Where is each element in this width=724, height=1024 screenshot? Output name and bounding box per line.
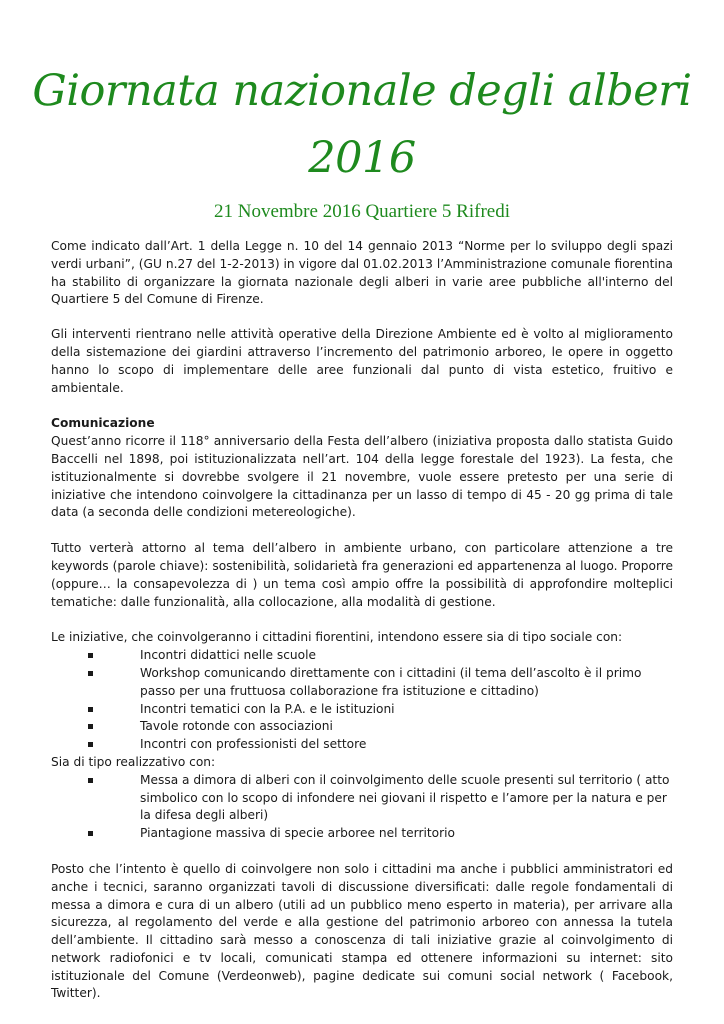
document-body bbox=[51, 238, 673, 1003]
square-bullet-icon bbox=[88, 653, 93, 658]
document-title-line-2: 2016 bbox=[308, 133, 416, 183]
sociale-list bbox=[51, 647, 673, 754]
list-item-text: Messa a dimora di alberi con il coinvolgimento delle scuole presenti sul territorio ( atto simbolico con lo scopo di infondere nei giovani il rispetto e l’amore per la natura e per la difesa degli alberi) bbox=[140, 772, 670, 823]
list-item bbox=[88, 701, 673, 719]
list-item bbox=[88, 825, 673, 843]
list-item-text: Workshop comunicando direttamente con i cittadini (il tema dell’ascolto è il primo passo per una fruttuosa collaborazione fra istituzione e cittadino) bbox=[140, 665, 642, 698]
square-bullet-icon bbox=[88, 778, 93, 783]
square-bullet-icon bbox=[88, 831, 93, 836]
conclusione-paragraph: Posto che l’intento è quello di coinvolgere non solo i cittadini ma anche i pubblici amministratori ed anche i tecnici, saranno organizzati tavoli di discussione diversificati: dalle regole fondamentali di messa a dimora e cura di un albero (utili ad un pubblico meno esperto in materia), per arrivare alla sicurezza, al regolamento del verde e alla gestione del patrimonio arboreo con annessa la tutela dell’ambiente. Il cittadino sarà messo a conoscenza di tali iniziative grazie al coinvolgimento di network radiofonici e tv locali, comunicati stampa ed ottenere informazioni su internet: sito istituzionale del Comune (Verdeonweb), pagine dedicate sui comuni social network ( Facebook, Twitter). bbox=[51, 861, 673, 1001]
list-item bbox=[88, 736, 673, 754]
section-heading-comunicazione: Comunicazione bbox=[51, 416, 155, 431]
list-item-text: Incontri didattici nelle scuole bbox=[140, 648, 316, 663]
list-item-text: Incontri con professionisti del settore bbox=[140, 737, 367, 752]
list-item bbox=[88, 647, 673, 665]
realizzativo-intro: Sia di tipo realizzativo con: bbox=[51, 754, 216, 769]
square-bullet-icon bbox=[88, 707, 93, 712]
iniziative-intro: Le iniziative, che coinvolgeranno i cittadini fiorentini, intendono essere sia di tipo sociale con: bbox=[51, 630, 623, 645]
square-bullet-icon bbox=[88, 671, 93, 676]
interventi-paragraph: Gli interventi rientrano nelle attività operative della Direzione Ambiente ed è volto al miglioramento della sistemazione dei giardini attraverso l’incremento del patrimonio arboreo, le opere in oggetto hanno lo scopo di implementare delle aree funzionali dal punto di vista estetico, fruitivo e ambientale. bbox=[51, 327, 673, 395]
list-item-text: Piantagione massiva di specie arboree nel territorio bbox=[140, 826, 455, 841]
intro-paragraph: Come indicato dall’Art. 1 della Legge n. 10 del 14 gennaio 2013 “Norme per lo sviluppo degli spazi verdi urbani”, (GU n.27 del 1-2-2013) in vigore dal 01.02.2013 l’Amministrazione comunale fiorentina ha stabilito di organizzare la giornata nazionale degli alberi in varie aree pubbliche all'interno del Quartiere 5 del Comune di Firenze. bbox=[51, 239, 673, 307]
square-bullet-icon bbox=[88, 742, 93, 747]
document-title-line-1: Giornata nazionale degli alberi bbox=[32, 66, 692, 116]
list-item-text: Tavole rotonde con associazioni bbox=[140, 719, 333, 734]
document-subtitle: 21 Novembre 2016 Quartiere 5 Rifredi bbox=[214, 201, 510, 222]
realizzativo-list bbox=[51, 772, 673, 843]
list-item-text: Incontri tematici con la P.A. e le istituzioni bbox=[140, 701, 395, 716]
tema-paragraph: Tutto verterà attorno al tema dell’albero in ambiente urbano, con particolare attenzione a tre keywords (parole chiave): sostenibilità, solidarietà fra generazioni ed appartenenza al luogo. Proporre (oppure… la consapevolezza di ) un tema così ampio offre la possibilità di approfondire molteplici tematiche: dalle funzionalità, alla collocazione, alla modalità di gestione. bbox=[51, 541, 673, 609]
list-item bbox=[88, 772, 673, 825]
square-bullet-icon bbox=[88, 724, 93, 729]
list-item bbox=[88, 718, 673, 736]
comunicazione-paragraph: Quest’anno ricorre il 118° anniversario della Festa dell’albero (iniziativa proposta dallo statista Guido Baccelli nel 1898, poi istituzionalizzata nell’art. 104 della legge forestale del 1923). La festa, che istituzionalmente si dovrebbe svolgere il 21 novembre, vuole essere pretesto per una serie di iniziative che intendono coinvolgere la cittadinanza per un lasso di tempo di 45 - 20 gg prima di tale data (a seconda delle condizioni metereologiche). bbox=[51, 434, 673, 520]
list-item bbox=[88, 665, 673, 701]
